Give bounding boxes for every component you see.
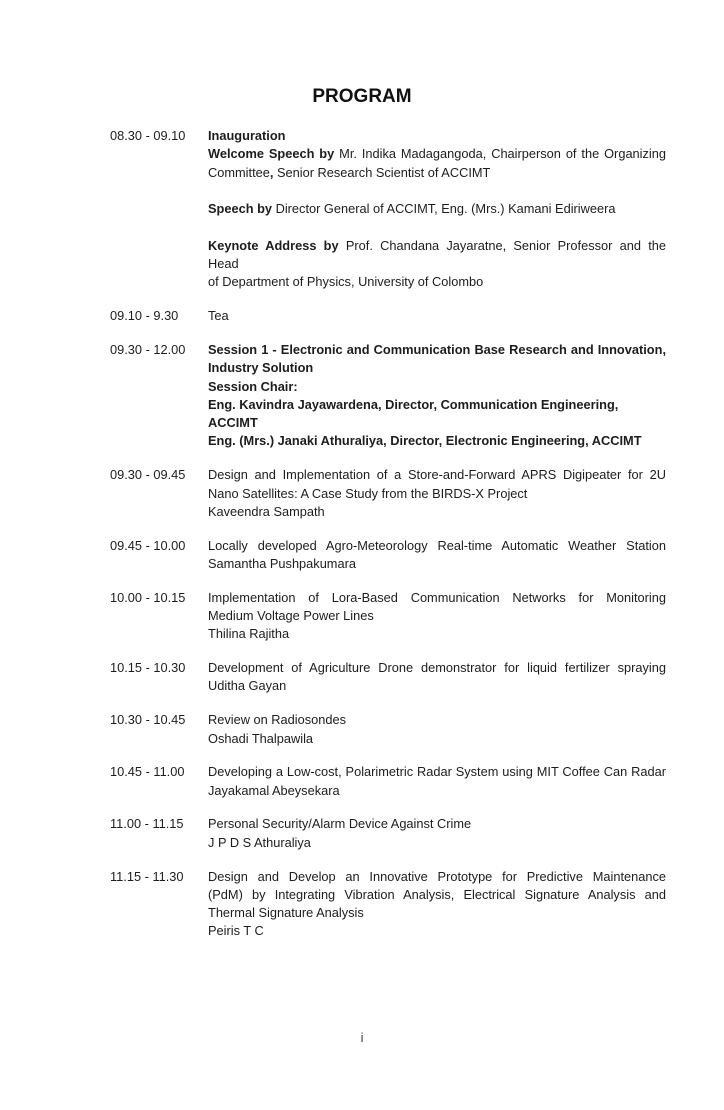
schedule-line [208, 127, 666, 145]
schedule-line [208, 237, 666, 274]
text-run: Personal Security/Alarm Device Against Crime [208, 816, 472, 832]
schedule-time: 10.45 - 11.00 [110, 764, 185, 780]
schedule-content [208, 659, 666, 696]
text-run: Thermal Signature Analysis [208, 905, 364, 921]
schedule-time: 09.10 - 9.30 [110, 308, 179, 324]
text-run: Uditha Gayan [208, 678, 287, 694]
schedule-line [208, 868, 666, 886]
text-run: Oshadi Thalpawila [208, 730, 314, 746]
text-run: Session Chair: [208, 378, 298, 394]
schedule-line [208, 145, 666, 163]
schedule-content [208, 466, 666, 521]
schedule-content [208, 711, 666, 748]
schedule-line [208, 378, 666, 396]
schedule-line [208, 922, 666, 940]
schedule-line [208, 359, 666, 377]
schedule-line [208, 625, 666, 643]
text-run: Thilina Rajitha [208, 626, 290, 642]
text-run: Eng. Kavindra Jayawardena, Director, Communication Engineering, ACCIMT [208, 396, 619, 431]
text-run: Implementation of Lora-Based Communication Networks for Monitoring [208, 589, 666, 605]
page-title: PROGRAM [312, 86, 412, 107]
text-run: Prof. Chandana Jayaratne, Senior Professor and the Head [208, 237, 666, 272]
text-run: Director General of ACCIMT, Eng. (Mrs.) Kamani Ediriweera [275, 201, 616, 217]
text-run: Eng. (Mrs.) Janaki Athuraliya, Director, Electronic Engineering, ACCIMT [208, 433, 642, 449]
schedule-line [208, 834, 666, 852]
schedule-content [208, 763, 666, 800]
text-run: Committee [208, 164, 270, 180]
schedule-line [208, 711, 666, 729]
text-run: Peiris T C [208, 923, 264, 939]
text-run: Speech by [208, 201, 276, 217]
schedule-line [208, 307, 666, 325]
text-run: Welcome Speech by [208, 146, 340, 162]
schedule-time: 10.30 - 10.45 [110, 712, 186, 728]
schedule-list [110, 127, 666, 941]
schedule-line [208, 607, 666, 625]
schedule-content [208, 127, 666, 292]
text-run: Inauguration [208, 128, 286, 143]
schedule-line [208, 815, 666, 833]
text-run: Tea [208, 308, 229, 324]
text-run: Review on Radiosondes [208, 712, 347, 728]
schedule-row [110, 466, 666, 521]
schedule-content [208, 815, 666, 852]
schedule-row [110, 589, 666, 644]
schedule-row [110, 659, 666, 696]
schedule-line [208, 659, 666, 677]
text-run: , [269, 164, 274, 180]
schedule-time: 10.15 - 10.30 [110, 660, 186, 676]
schedule-line [208, 904, 666, 922]
schedule-line [208, 432, 666, 450]
schedule-row [110, 815, 666, 852]
schedule-line [208, 485, 666, 503]
schedule-content [208, 307, 666, 325]
text-run: Mr. Indika Madagangoda, Chairperson of the Organizing [339, 146, 666, 162]
schedule-line [208, 763, 666, 781]
schedule-line [208, 537, 666, 555]
schedule-content [208, 341, 666, 451]
text-run: Medium Voltage Power Lines [208, 608, 374, 624]
text-run: of Department of Physics, University of Colombo [208, 274, 484, 290]
schedule-line [208, 503, 666, 521]
schedule-line [208, 164, 666, 182]
schedule-line [208, 273, 666, 291]
schedule-line [208, 200, 666, 218]
schedule-time: 09.30 - 09.45 [110, 467, 186, 483]
schedule-line [208, 341, 666, 359]
schedule-time: 09.30 - 12.00 [110, 341, 186, 357]
schedule-line [208, 555, 666, 573]
schedule-line [208, 730, 666, 748]
schedule-time: 11.00 - 11.15 [110, 816, 184, 832]
schedule-content [208, 868, 666, 941]
text-run: Samantha Pushpakumara [208, 555, 356, 571]
schedule-line [208, 589, 666, 607]
schedule-line [208, 396, 666, 433]
text-run: Development of Agriculture Drone demonstrator for liquid fertilizer spraying [208, 660, 666, 676]
text-run: Nano Satellites: A Case Study from the BIRDS-X Project [208, 485, 528, 501]
schedule-row [110, 341, 666, 451]
blank-line [208, 218, 666, 236]
schedule-row [110, 127, 666, 292]
schedule-row [110, 868, 666, 941]
page-number: i [360, 1030, 364, 1045]
schedule-content [208, 589, 666, 644]
schedule-row [110, 711, 666, 748]
program-page [0, 86, 724, 1045]
schedule-row [110, 537, 666, 574]
schedule-row [110, 763, 666, 800]
text-run: Senior Research Scientist of ACCIMT [273, 164, 491, 180]
text-run: Design and Implementation of a Store-and-Forward APRS Digipeater for 2U [208, 467, 666, 483]
text-run: Keynote Address by [208, 237, 346, 253]
schedule-time: 09.45 - 10.00 [110, 537, 186, 553]
schedule-content [208, 537, 666, 574]
schedule-line [208, 782, 666, 800]
text-run: (PdM) by Integrating Vibration Analysis, Electrical Signature Analysis and [208, 886, 666, 902]
text-run: Industry Solution [208, 360, 314, 376]
text-run: Design and Develop an Innovative Prototype for Predictive Maintenance [208, 868, 666, 884]
text-run: Session 1 - Electronic and Communication Base Research and Innovation, [208, 341, 666, 357]
text-run: Jayakamal Abeysekara [208, 782, 340, 798]
schedule-line [208, 466, 666, 484]
text-run: Locally developed Agro-Meteorology Real-time Automatic Weather Station [208, 537, 666, 553]
text-run: Developing a Low-cost, Polarimetric Radar System using MIT Coffee Can Radar [208, 764, 666, 780]
text-run: Kaveendra Sampath [208, 503, 325, 519]
schedule-line [208, 677, 666, 695]
schedule-time: 10.00 - 10.15 [110, 589, 186, 605]
blank-line [208, 182, 666, 200]
schedule-row [110, 307, 666, 325]
page-footer [0, 1029, 724, 1047]
schedule-line [208, 886, 666, 904]
text-run: J P D S Athuraliya [208, 834, 311, 850]
schedule-time: 08.30 - 09.10 [110, 128, 186, 143]
schedule-time: 11.15 - 11.30 [110, 868, 184, 884]
